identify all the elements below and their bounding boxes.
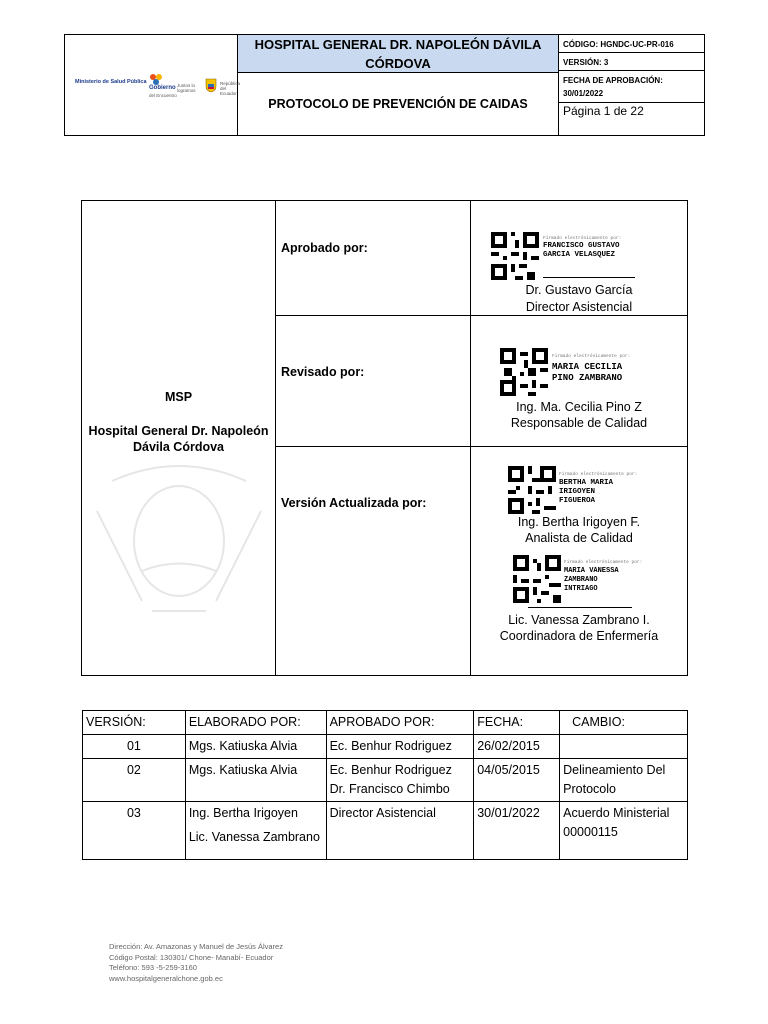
qr-code-icon	[491, 232, 539, 280]
header-fecha: FECHA:	[474, 711, 560, 735]
row-fecha: 04/05/2015	[474, 759, 560, 802]
org-name: MSP	[164, 390, 193, 404]
sig-name-line: ZAMBRANO	[564, 576, 598, 584]
updated-by-label: Versión Actualizada por:	[276, 447, 471, 675]
author-line: Lic. Vanessa Zambrano	[188, 830, 320, 844]
approved-by-signature-cell	[471, 201, 687, 316]
approval-date-label: FECHA DE APROBACIÓN:	[563, 76, 663, 85]
row-version: 02	[83, 759, 186, 802]
sig-header: Firmado electrónicamente por:	[559, 472, 638, 477]
organization-cell	[82, 201, 276, 675]
row-elaborado: Mgs. Katiuska Alvia	[185, 759, 326, 802]
row-version: 01	[83, 735, 186, 759]
qr-code-icon	[500, 348, 548, 396]
table-row	[83, 759, 688, 802]
sig-name-line: MARIA VANESSA	[564, 567, 619, 575]
gobierno-logo-sub: del Encuentro	[149, 93, 177, 98]
ecuador-coat-of-arms-watermark	[82, 451, 276, 631]
page-number: Página 1 de 22	[563, 104, 644, 118]
approver-line: Ec. Benhur Rodriguez	[329, 763, 452, 777]
doc-code: CÓDIGO: HGNDC-UC-PR-016	[559, 35, 704, 53]
row-elaborado	[185, 802, 326, 860]
page-footer	[109, 942, 283, 984]
sig-header: Firmado electrónicamente por:	[564, 560, 643, 565]
signature-line	[528, 607, 632, 608]
sig-name-line: INTRIAGO	[564, 585, 598, 593]
reviewed-by-signature-cell	[471, 316, 687, 447]
updated-by-signature-cell	[471, 447, 687, 675]
reviewed-by-label: Revisado por:	[276, 316, 471, 447]
qr-code-icon	[508, 466, 556, 514]
sig-name-line: PINO ZAMBRANO	[552, 373, 623, 383]
row-aprobado: Ec. Benhur Rodriguez	[326, 735, 474, 759]
document-header	[64, 34, 705, 136]
gobierno-logo: Gobierno	[149, 85, 176, 91]
header-version: VERSIÓN:	[83, 711, 186, 735]
sig-name-line: MARIA CECILIA	[552, 362, 623, 372]
approver-line: Dr. Francisco Chimbo	[329, 782, 450, 796]
qr-code-icon	[513, 555, 561, 603]
hospital-title: HOSPITAL GENERAL DR. NAPOLEÓN DÁVILA CÓRDOVA	[238, 35, 559, 73]
table-row	[83, 735, 688, 759]
sig-name-line: BERTHA MARIA	[559, 479, 614, 487]
row-aprobado: Director Asistencial	[326, 802, 474, 860]
row-cambio: Delineamiento Del Protocolo	[560, 759, 688, 802]
version-history-table	[82, 710, 688, 860]
sig-name-line: IRIGOYEN	[559, 488, 596, 496]
approval-table	[81, 200, 688, 676]
msp-logo: Ministerio de Salud Pública	[75, 79, 147, 85]
sig-header: Firmado electrónicamente por:	[543, 236, 622, 241]
sig-name-line: GARCIA VELASQUEZ	[543, 251, 616, 259]
header-cambio: CAMBIO:	[560, 711, 688, 735]
approval-date-value: 30/01/2022	[563, 89, 604, 98]
header-elaborado: ELABORADO POR:	[185, 711, 326, 735]
org-hospital: Hospital General Dr. Napoleón Dávila Córdova	[88, 424, 269, 454]
row-version: 03	[83, 802, 186, 860]
approved-by-label: Aprobado por:	[276, 201, 471, 316]
sig-header: Firmado electrónicamente por:	[552, 354, 631, 359]
signer-role: Responsable de Calidad	[510, 416, 648, 430]
footer-postal: Código Postal: 130301/ Chone- Manabí- Ecuador	[109, 952, 274, 962]
row-cambio: Acuerdo Ministerial 00000115	[560, 802, 688, 860]
footer-phone: Teléfono: 593 -5-259-3160	[109, 963, 197, 972]
row-aprobado	[326, 759, 474, 802]
sig-name-line: FIGUEROA	[559, 497, 596, 505]
signer-role: Analista de Calidad	[525, 531, 633, 545]
table-row	[83, 802, 688, 860]
shield-logo-label: República del Ecuador	[220, 81, 241, 96]
author-line: Ing. Bertha Irigoyen	[188, 806, 298, 820]
footer-website[interactable]: www.hospitalgeneralchone.gob.ec	[109, 973, 223, 983]
sig-name-line: FRANCISCO GUSTAVO	[543, 242, 620, 250]
doc-version: VERSIÓN: 3	[559, 53, 704, 71]
signer-role: Director Asistencial	[525, 300, 633, 314]
juntos-logo: Juntos lo logramos	[177, 83, 196, 93]
signer-name: Dr. Gustavo García	[525, 283, 633, 297]
table-header-row	[83, 711, 688, 735]
header-aprobado: APROBADO POR:	[326, 711, 474, 735]
row-fecha: 26/02/2015	[474, 735, 560, 759]
row-elaborado: Mgs. Katiuska Alvia	[185, 735, 326, 759]
logo-cell	[65, 35, 241, 135]
approval-date	[559, 71, 704, 103]
ecuador-shield-icon	[205, 77, 217, 93]
signer-name: Ing. Bertha Irigoyen F.	[517, 515, 641, 529]
signer-role: Coordinadora de Enfermería	[499, 629, 659, 643]
gobierno-logo-mark	[149, 73, 165, 85]
signer-name: Lic. Vanessa Zambrano I.	[508, 613, 650, 627]
footer-address: Dirección: Av. Amazonas y Manuel de Jesús Álvarez	[109, 942, 283, 951]
row-fecha: 30/01/2022	[474, 802, 560, 860]
signer-name: Ing. Ma. Cecilia Pino Z	[516, 400, 642, 414]
row-cambio	[560, 735, 688, 759]
protocol-title: PROTOCOLO DE PREVENCIÓN DE CAIDAS	[238, 73, 559, 135]
signature-line	[543, 277, 635, 278]
